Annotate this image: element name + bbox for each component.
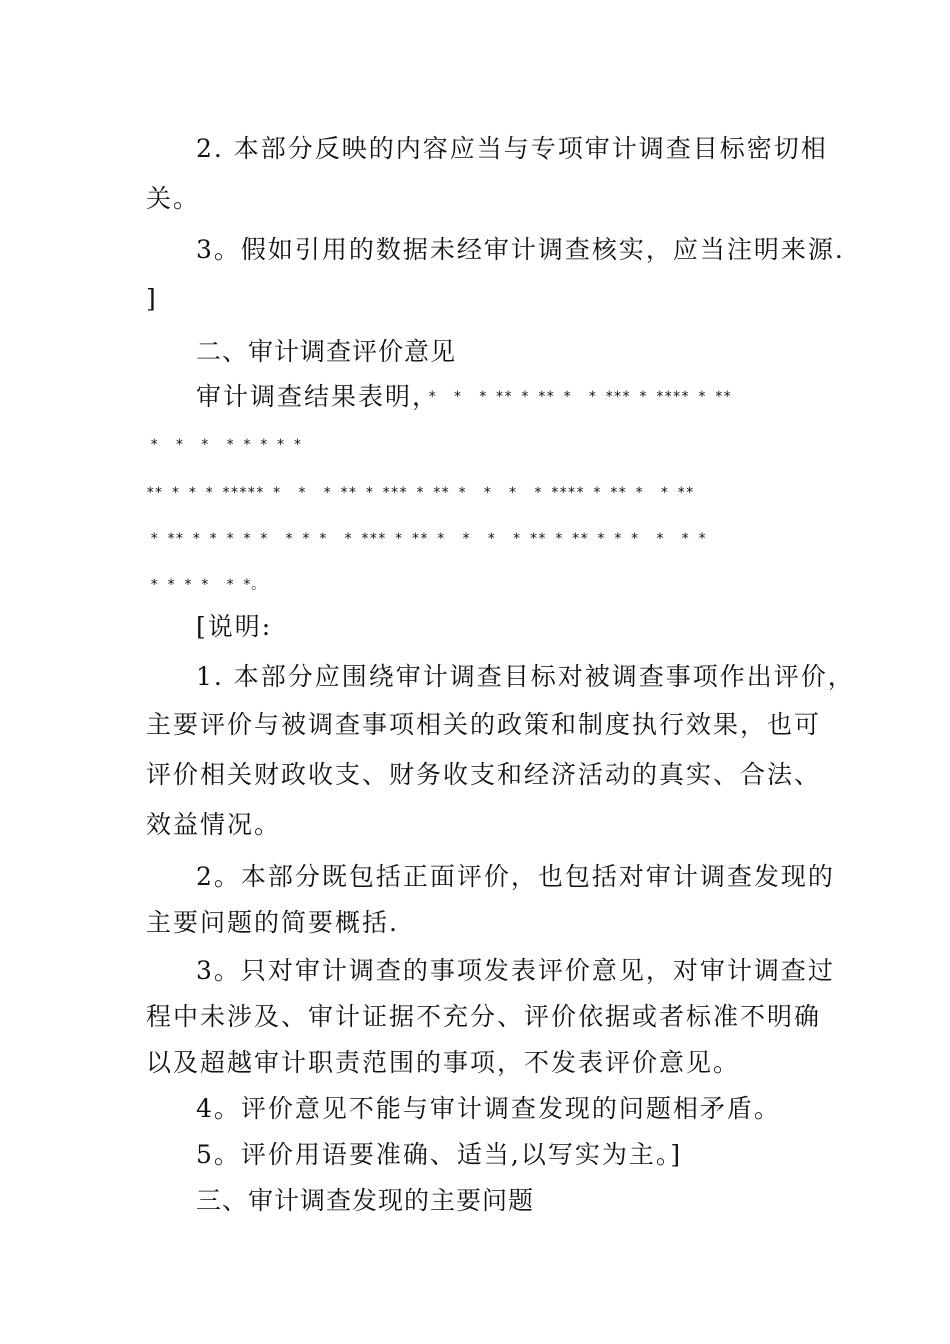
placeholder-stars: * * * * * *。 bbox=[150, 577, 266, 593]
section-heading-findings: 三、审计调查发现的主要问题 bbox=[196, 1186, 535, 1215]
paragraph-line: 审计调查结果表明， bbox=[196, 382, 440, 411]
paragraph-line: 以及超越审计职责范围的事项，不发表评价意见。 bbox=[146, 1048, 741, 1077]
paragraph-line: 效益情况。 bbox=[146, 810, 282, 839]
paragraph-line: [说明: bbox=[196, 612, 273, 641]
placeholder-stars: * ** * * * * * * * * * *** * ** * * * * ** * ** * * * * * * bbox=[150, 531, 707, 547]
paragraph-line: ] bbox=[146, 284, 158, 313]
paragraph-line: 5。评价用语要准确、适当,以写实为主。] bbox=[196, 1140, 683, 1169]
paragraph-line: 4。评价意见不能与审计调查发现的问题相矛盾。 bbox=[196, 1094, 781, 1123]
paragraph-line: 3。假如引用的数据未经审计调查核实，应当注明来源. bbox=[196, 235, 845, 264]
paragraph-line: 2. 本部分反映的内容应当与专项审计调查目标密切相 bbox=[196, 134, 828, 163]
placeholder-stars: * * * * * * * * bbox=[150, 437, 302, 453]
placeholder-stars: * * * ** * ** * * *** * **** * ** bbox=[428, 389, 732, 405]
section-heading-evaluation: 二、审计调查评价意见 bbox=[196, 337, 457, 366]
placeholder-stars: ** * * * ***** * * * ** * *** * ** * * * * **** * ** * * ** bbox=[146, 485, 694, 501]
paragraph-line: 3。只对审计调查的事项发表评价意见，对审计调查过 bbox=[196, 956, 835, 985]
paragraph-line: 关。 bbox=[146, 184, 201, 213]
paragraph-line: 2。本部分既包括正面评价，也包括对审计调查发现的 bbox=[196, 862, 835, 891]
paragraph-line: 主要评价与被调查事项相关的政策和制度执行效果，也可 bbox=[146, 710, 822, 739]
paragraph-line: 1. 本部分应围绕审计调查目标对被调查事项作出评价， bbox=[196, 662, 855, 691]
paragraph-line: 程中未涉及、审计证据不充分、评价依据或者标准不明确 bbox=[146, 1002, 822, 1031]
paragraph-line: 评价相关财政收支、财务收支和经济活动的真实、合法、 bbox=[146, 760, 822, 789]
paragraph-line: 主要问题的简要概括. bbox=[146, 908, 399, 937]
